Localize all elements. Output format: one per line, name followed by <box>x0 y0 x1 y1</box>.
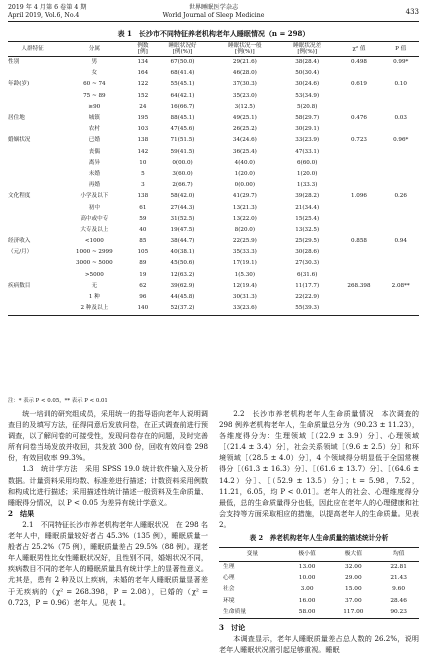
table-cell: 社会 <box>223 586 235 593</box>
table-cell: 1000 ~ 2999 <box>75 249 113 256</box>
table-cell: 1 种 <box>88 294 100 301</box>
table-cell: 29.00 <box>345 575 362 582</box>
table-cell: 75 ~ 89 <box>83 92 106 99</box>
table-cell: 58(29.7) <box>295 115 320 122</box>
table-row <box>8 57 419 69</box>
table-cell: 未婚 <box>88 170 100 177</box>
table2-header-cell: 极大值 <box>328 548 378 562</box>
table-cell: 小学及以下 <box>80 193 109 200</box>
table-cell: 26(25.2) <box>232 126 257 133</box>
table-cell: 36(25.4) <box>232 148 257 155</box>
paragraph-survey-method: 统一培训的研究组成员，采用统一的指导语向老年人说明调查目的及填写方法，征得同意后发放问卷，在正式调查前进行预调查，以了解问卷的可接受性，发现问卷存在的问题，及时完善所有问卷当场发放并收回，共发放 300 份，回收有效问卷 298 份，有效回收率 99.3%。 <box>8 409 208 463</box>
table-cell: 55(45.1) <box>170 81 195 88</box>
table-cell: 13.00 <box>298 564 316 571</box>
table-cell: （元/月） <box>8 249 33 256</box>
table-cell: 17(19.1) <box>232 260 257 267</box>
paragraph-sleep-status: 2.1 不同特征长沙市养老机构老年人睡眠状况 在 298 名老年人中，睡眠质量较好者占 45.3%（135 例），睡眠质量一般者占 25.2%（75 例），睡眠质量差占 29.5%（88 例）。现老年人睡眠男性比女性睡眠状况好，且性别不同，婚姻状况不同，疾病数目不同的老年人的睡眠质量具有统计学上的显著性意义。尤其是，患有 2 种及以上疾病，未婚的老年人睡眠质量显著差于无疾病的（χ² = 268.398，P = 2.08），已婚的（χ² = 0.723，P = 0.96）老年人。见表 1。 <box>8 519 208 607</box>
table-cell: 高中或中专 <box>80 215 109 222</box>
table-row <box>8 124 419 135</box>
table-cell <box>382 292 419 303</box>
table-cell: 3 <box>141 182 145 189</box>
table-cell <box>382 214 419 225</box>
table-cell: 无 <box>91 282 98 289</box>
table-cell: 2(66.7) <box>172 182 193 189</box>
table-cell: 性别 <box>8 59 20 66</box>
table-cell: 58.00 <box>286 607 329 619</box>
header-rule <box>8 21 419 22</box>
table-cell <box>8 214 57 225</box>
table-row <box>8 91 419 102</box>
table-cell: 0.10 <box>394 81 407 88</box>
table-cell: 城镇 <box>88 115 100 122</box>
table-row <box>8 147 419 158</box>
table-cell: 5(20.8) <box>297 103 318 110</box>
table-cell: 2 种及以上 <box>57 303 131 315</box>
table-cell: 文化程度 <box>8 193 31 200</box>
table-cell: 生理 <box>223 564 235 571</box>
table-cell: 女 <box>91 70 98 77</box>
table-cell: 1(33.3) <box>297 182 318 189</box>
table1-caption: 表 1 长沙市不同特征养老机构老年人睡眠情况（n = 298） <box>117 29 310 38</box>
table-cell: 47(45.6) <box>170 126 195 133</box>
table-cell: 34(24.6) <box>232 137 257 144</box>
table-cell: 25(29.5) <box>295 238 320 245</box>
table-cell <box>8 259 57 270</box>
table-cell: 6(31.6) <box>297 271 318 278</box>
table-cell <box>382 247 419 258</box>
table-cell: 105 <box>137 249 149 256</box>
table-cell: 59(41.5) <box>170 148 195 155</box>
table1-header-row <box>8 42 419 57</box>
table-row <box>8 225 419 236</box>
table-row <box>8 270 419 281</box>
table1-header-cell: 睡眠状况差 [例(%)] <box>279 42 336 57</box>
table-row <box>8 158 419 169</box>
table-cell: 初中 <box>88 204 100 211</box>
table-cell: 44(45.8) <box>170 294 195 301</box>
left-column <box>8 408 208 608</box>
table-row <box>8 214 419 225</box>
table-cell: 164 <box>137 70 149 77</box>
table-cell: 0.96* <box>393 137 409 144</box>
table-cell <box>382 102 419 113</box>
table-cell: 3(12.5) <box>234 103 256 110</box>
table-cell: 0.99* <box>393 59 409 66</box>
table-cell: 22(25.9) <box>232 238 257 245</box>
table-cell: 1.096 <box>350 193 367 200</box>
table-cell: 13(22.0) <box>232 215 257 222</box>
table-cell: 5 <box>141 170 145 177</box>
table-cell: 生命质量 <box>219 607 286 619</box>
table-cell: 0.26 <box>394 193 407 200</box>
table-cell: 68(41.4) <box>170 70 195 77</box>
table-cell: 28.46 <box>390 597 407 604</box>
table-cell: 40 <box>139 226 147 233</box>
table-row <box>219 607 419 619</box>
table-cell: 15(25.4) <box>295 215 320 222</box>
table-cell: 10 <box>139 159 147 166</box>
table-cell: 3000 ~ 5000 <box>75 260 113 267</box>
table2-header-cell: 变量 <box>219 548 286 562</box>
table-cell: 0(0.00) <box>234 182 256 189</box>
table-cell <box>336 158 383 169</box>
table-cell: 138 <box>137 193 149 200</box>
table-row <box>8 180 419 191</box>
table-cell <box>382 203 419 214</box>
table-cell <box>382 270 419 281</box>
journal-title-english: World Journal of Sleep Medicine <box>162 12 265 19</box>
table-cell: 经济收入 <box>8 238 31 245</box>
table-cell: 2.08** <box>391 282 410 289</box>
table-row <box>8 281 419 292</box>
table-cell: 丧偶 <box>88 148 100 155</box>
table-cell: 大专及以上 <box>80 226 109 233</box>
table-cell <box>336 247 383 258</box>
table-cell: 33(23.6) <box>211 303 279 315</box>
table-row <box>219 584 419 595</box>
table-cell: 离异 <box>88 159 100 166</box>
table-cell: 62 <box>139 282 147 289</box>
table-cell <box>8 102 57 113</box>
table-cell: 0.858 <box>350 238 367 245</box>
paragraph-statistics: 1.3 统计学方法 采用 SPSS 19.0 统计软件输入及分析数据。计量资料采用均数、标准差进行描述；计数资料采用例数和构成比进行描述；采用描述性统计描述一般资料及生命质量、睡眠得分情况，以 P < 0.05 为差异有统计学意义。 <box>8 464 208 507</box>
table-cell: 30(28.6) <box>295 249 320 256</box>
table-cell: 152 <box>137 92 149 99</box>
table-cell <box>336 102 383 113</box>
table-row <box>8 80 419 91</box>
table-cell <box>382 91 419 102</box>
table-cell: 61 <box>139 204 147 211</box>
table-cell <box>336 225 383 236</box>
heading-discussion: 3 讨论 <box>219 622 246 632</box>
table-cell <box>382 225 419 236</box>
table-cell: <1000 <box>84 238 104 245</box>
table1-body <box>8 57 419 315</box>
journal-title <box>8 4 419 20</box>
table-cell: 0(00.0) <box>172 159 193 166</box>
table-cell: 22.81 <box>390 564 407 571</box>
table2-header-row <box>219 548 419 562</box>
table-cell <box>382 259 419 270</box>
heading-results: 2 结果 <box>8 508 35 518</box>
table-cell: 16(66.7) <box>170 103 195 110</box>
table-cell: 21.43 <box>390 575 407 582</box>
table-row <box>8 303 419 315</box>
table-row <box>219 562 419 574</box>
page-number: 433 <box>405 8 419 16</box>
right-column <box>219 408 419 655</box>
table-cell: ≥90 <box>88 103 101 110</box>
table-cell <box>336 124 383 135</box>
table-cell: 0.03 <box>394 115 407 122</box>
table-cell: 已婚 <box>88 137 100 144</box>
table-cell: 89 <box>139 260 147 267</box>
table-cell: 0.723 <box>350 137 367 144</box>
table2 <box>219 547 419 619</box>
issue-english: April 2019, Vol.6, No.4 <box>8 12 80 19</box>
table-cell <box>336 68 383 79</box>
table-cell: 35(33.3) <box>232 249 257 256</box>
table-cell: 46(28.0) <box>232 70 257 77</box>
table1-header-cell: P 值 <box>382 42 419 57</box>
table-cell: 41(29.7) <box>232 193 257 200</box>
table-cell: 50(30.4) <box>295 70 320 77</box>
table-cell: 31(52.5) <box>170 215 195 222</box>
table-cell: 37(30.3) <box>232 81 257 88</box>
table-cell: 男 <box>91 59 98 66</box>
table-cell: 55(39.3) <box>279 303 336 315</box>
table-cell: 心理 <box>223 575 235 582</box>
table-cell: 140 <box>132 303 155 315</box>
table-cell: 47(33.1) <box>295 148 320 155</box>
table-cell: 0.94 <box>394 238 407 245</box>
table1-header-cell: 睡眠状况好 [例(%)] <box>154 42 211 57</box>
table-cell <box>382 147 419 158</box>
table-cell: 71(51.5) <box>170 137 195 144</box>
table-cell: 农村 <box>88 126 100 133</box>
table-cell <box>336 180 383 191</box>
table-cell: 30(31.3) <box>232 294 257 301</box>
table-cell: 85 <box>139 238 147 245</box>
table-cell: 16.00 <box>298 597 316 604</box>
table-cell: 21(34.4) <box>295 204 320 211</box>
table-cell: 142 <box>137 148 149 155</box>
table-cell <box>8 270 57 281</box>
table-cell: 39(62.9) <box>170 282 195 289</box>
table-cell: 38(44.7) <box>170 238 195 245</box>
table1-header-cell: 分属 <box>57 42 131 57</box>
table-cell: 96 <box>139 294 147 301</box>
table-cell <box>382 169 419 180</box>
table-row <box>8 259 419 270</box>
table-cell: 疾病数目 <box>8 282 31 289</box>
table1-header-cell: 例数 [例] <box>132 42 155 57</box>
table-cell <box>336 303 383 315</box>
table-cell <box>382 68 419 79</box>
table-row <box>219 573 419 584</box>
table-cell: 59 <box>139 215 147 222</box>
table-cell: 52(37.2) <box>154 303 211 315</box>
table-row <box>8 203 419 214</box>
table-row <box>8 192 419 203</box>
table-row <box>8 236 419 247</box>
table-cell: 117.00 <box>328 607 378 619</box>
table-cell: 1(20.0) <box>234 170 256 177</box>
table-row <box>8 292 419 303</box>
table-cell: 53(34.9) <box>295 92 320 99</box>
table-row <box>8 169 419 180</box>
table-cell: 3(60.0) <box>172 170 193 177</box>
table-cell: 90.23 <box>378 607 419 619</box>
table-row <box>8 247 419 258</box>
table-cell <box>8 169 57 180</box>
table-cell: 1(5.30) <box>234 271 256 278</box>
table-cell <box>8 180 57 191</box>
table1-header-cell: 人群特征 <box>8 42 57 57</box>
table-cell <box>8 292 57 303</box>
table-cell <box>8 303 57 315</box>
journal-title-chinese: 世界睡眠医学杂志 <box>188 4 239 11</box>
table-cell: 30(29.1) <box>295 126 320 133</box>
table-cell: 268.398 <box>347 282 371 289</box>
table-cell: 再婚 <box>88 182 100 189</box>
table-cell: 13(32.5) <box>295 226 320 233</box>
table-cell: 37.00 <box>345 597 362 604</box>
table-cell: 58(42.0) <box>170 193 195 200</box>
running-header <box>8 3 419 23</box>
table-cell <box>382 180 419 191</box>
table-cell: 103 <box>137 126 149 133</box>
table-cell <box>382 303 419 315</box>
table-cell <box>8 147 57 158</box>
table1-note: 注：* 表示 P < 0.05，** 表示 P < 0.01 <box>8 398 108 404</box>
table-cell <box>8 124 57 135</box>
paragraph-quality-of-life: 2.2 长沙市养老机构老年人生命质量情况 本次调查的 298 例养老机构老年人，生命质量总分为（90.23 ± 11.23），各维度得分为：生理领域［（22.9 ± 3.9）分］、心理领域［（21.4 ± 3.4）分］，社会关系领域［（9.6 ± 2.5）分］和环境领域［（28.5 ± 4.0）分］，4 个领域得分明显低于全国常模得分［（61.3 ± 16.3）分］、［（61.6 ± 13.7）分］、［（64.6 ± 14.2）分］、［（52.9 ± 13.5）分］；t = 5.98，7.52，11.21，6.05，均 P < 0.01］。老年人的社会、心理维度得分最低，总的生命质量得分也低，因此应在老年人的心理健康和社会支持等方面采取相应的措施，以提高老年人的生命质量。见表 2。 <box>219 409 419 529</box>
table-cell: 195 <box>137 115 149 122</box>
table-cell: 居住地 <box>8 115 25 122</box>
table-cell: 0.498 <box>350 59 367 66</box>
table-cell: 88(45.1) <box>170 115 195 122</box>
table-cell: 10.00 <box>298 575 316 582</box>
table-cell <box>8 203 57 214</box>
table-cell: 12(19.4) <box>232 282 257 289</box>
table-cell: 年龄(岁) <box>8 81 30 88</box>
table2-caption: 表 2 养老机构老年人生命质量的描述统计分析 <box>249 534 389 543</box>
table-row <box>219 596 419 607</box>
table-cell: 19(47.5) <box>170 226 195 233</box>
table-cell <box>336 214 383 225</box>
table-cell: 39(28.2) <box>295 193 320 200</box>
paragraph-discussion: 本调查显示，老年人睡眠质量差占总人数的 26.2%，说明老年人睡眠状况需引起足够重视。睡眠 <box>219 633 419 654</box>
table-cell: 19 <box>139 271 147 278</box>
table-cell: 13(21.3) <box>232 204 257 211</box>
table-cell: 11(17.7) <box>295 282 320 289</box>
table-cell <box>8 91 57 102</box>
table-cell: 0.476 <box>350 115 367 122</box>
table-cell: 30(24.6) <box>295 81 320 88</box>
table-cell: 9.60 <box>392 586 406 593</box>
table-cell: 4(40.0) <box>234 159 256 166</box>
table2-body <box>219 562 419 618</box>
table-cell <box>336 270 383 281</box>
table-cell: 33(23.9) <box>295 137 320 144</box>
table-cell <box>336 203 383 214</box>
table-cell <box>382 158 419 169</box>
table-cell: 67(50.0) <box>170 59 195 66</box>
table-cell: 6(60.0) <box>297 159 318 166</box>
table-cell: 64(42.1) <box>170 92 195 99</box>
table-cell: 婚姻状况 <box>8 137 31 144</box>
table-cell: 0.619 <box>350 81 367 88</box>
table-cell <box>8 225 57 236</box>
table-cell: 49(25.1) <box>232 115 257 122</box>
table-cell: 27(44.3) <box>170 204 195 211</box>
table-cell <box>8 68 57 79</box>
table-cell: 环境 <box>223 597 235 604</box>
table-cell: 60 ~ 74 <box>83 81 106 88</box>
table-cell <box>336 147 383 158</box>
table-cell: 134 <box>137 59 149 66</box>
table-cell <box>336 169 383 180</box>
table-cell <box>8 158 57 169</box>
table-cell: 32.00 <box>345 564 362 571</box>
table-row <box>8 68 419 79</box>
table-cell: 27(30.3) <box>295 260 320 267</box>
table1-header-cell: 睡眠状况一般 [例(%)] <box>211 42 279 57</box>
table-cell: 15.00 <box>345 586 362 593</box>
table-cell: 138 <box>137 137 149 144</box>
table-row <box>8 113 419 124</box>
table1-header-cell: χ² 值 <box>336 42 383 57</box>
table-row <box>8 102 419 113</box>
table-cell: 1(20.0) <box>297 170 318 177</box>
table-cell: 12(63.2) <box>170 271 195 278</box>
table-cell: 8(20.0) <box>234 226 256 233</box>
table-cell: 40(38.1) <box>170 249 195 256</box>
table2-header-cell: 均值 <box>378 548 419 562</box>
table-cell: 45(50.6) <box>170 260 195 267</box>
table-row <box>8 136 419 147</box>
table-cell <box>336 259 383 270</box>
table-cell: 3.00 <box>300 586 314 593</box>
table1 <box>8 41 419 316</box>
table-cell <box>382 124 419 135</box>
table-cell: 24 <box>139 103 147 110</box>
table-cell: 38(28.4) <box>295 59 320 66</box>
table-cell: 122 <box>137 81 149 88</box>
table-cell: >5000 <box>84 271 104 278</box>
table-cell: 22(22.9) <box>295 294 320 301</box>
table2-header-cell: 极小值 <box>286 548 329 562</box>
issue-chinese: 2019 年 4 月第 6 卷第 4 期 <box>8 4 87 11</box>
table-cell <box>336 91 383 102</box>
table-cell: 35(23.0) <box>232 92 257 99</box>
table-cell <box>336 292 383 303</box>
table-cell: 29(21.6) <box>232 59 257 66</box>
